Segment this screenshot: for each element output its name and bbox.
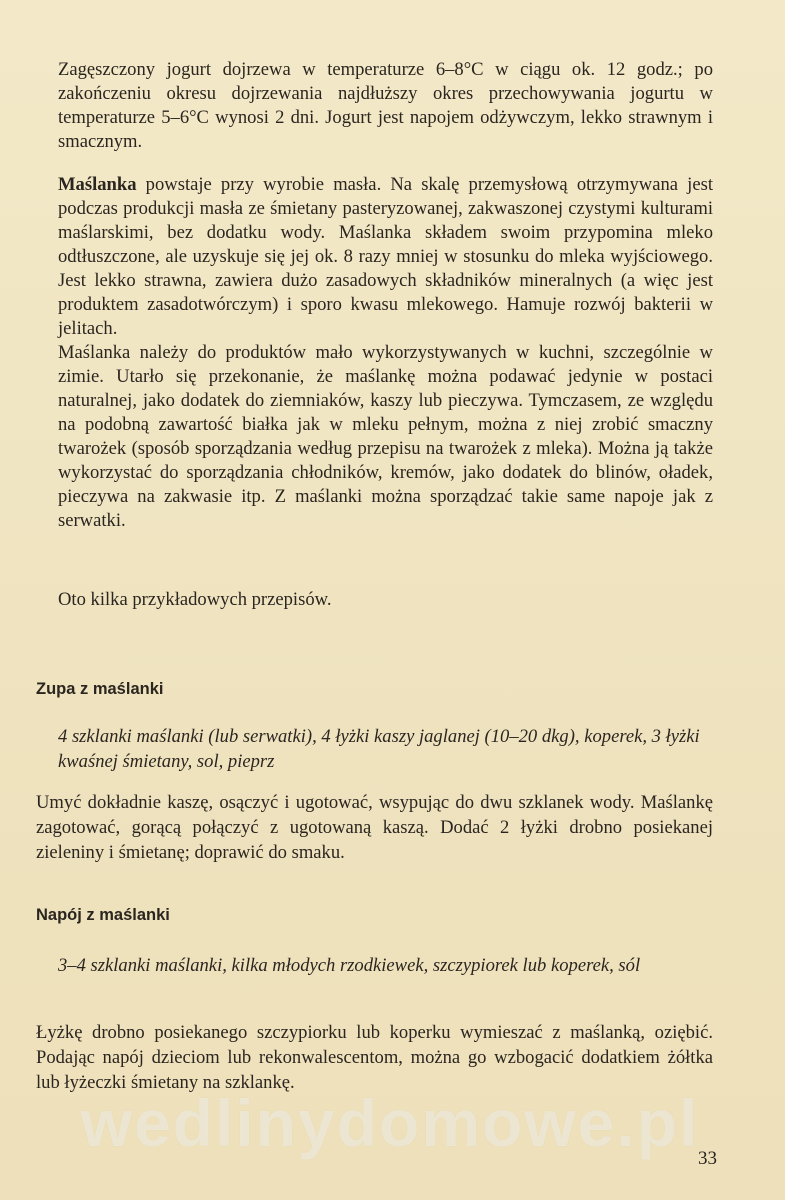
intro-text: Zagęszczony jogurt dojrzewa w temperaturze 6–8°C w ciągu ok. 12 godz.; po zakończeniu okresu dojrzewania najdłuższy okres przechowywania jogurtu w temperaturze 5–6°C wynosi 2 dni. Jogurt jest napojem odżywczym, lekko strawnym i smacznym. <box>58 59 713 152</box>
maslanka-term: Maślanka <box>58 174 137 195</box>
maslanka-paragraph-2: Maślanka należy do produktów mało wykorzystywanych w kuchni, szczególnie w zimie. Utarło się przekonanie, że maślankę można podawać jedynie w postaci naturalnej, jako dodatek do ziemniaków, kaszy lub pieczywa. Tymczasem, ze względu na podobną zawartość białka jak w mleku pełnym, można z niej zrobić smaczny twarożek (sposób sporządzania według przepisu na twarożek z mleka). Można ją także wykorzystać do sporządzania chłodników, kremów, jako dodatek do blinów, oładek, pieczywa na zakwasie itp. Z maślanki można sporządzać takie same napoje jak z serwatki. <box>58 342 713 531</box>
recipe-title-napoj: Napój z maślanki <box>36 906 170 924</box>
example-text: Oto kilka przykładowych przepisów. <box>58 589 332 610</box>
watermark: wedlinydomowe.pl <box>80 1086 700 1160</box>
maslanka-paragraph-1 <box>58 173 713 341</box>
recipe-method-napoj: Łyżkę drobno posiekanego szczypiorku lub koperku wymieszać z maślanką, oziębić. Podając napój dzieciom lub rekonwalescentom, można go wzbogacić dodatkiem żółtka lub łyżeczki śmietany na szklankę. <box>36 1022 713 1093</box>
page-number: 33 <box>698 1148 717 1169</box>
recipe-ingredients-zupa: 4 szklanki maślanki (lub serwatki), 4 łyżki kaszy jaglanej (10–20 dkg), koperek, 3 łyżki kwaśnej śmietany, sol, pieprz <box>58 726 700 772</box>
maslanka-paragraph-1-text: powstaje przy wyrobie masła. Na skalę przemysłową otrzymywana jest podczas produkcji masła ze śmietany pasteryzowanej, zakwaszonej czystymi kulturami maślarskimi, bez dodatku wody. Maślanka składem swoim przypomina mleko odtłuszczone, ale uzyskuje się jej ok. 8 razy mniej w stosunku do mleka wyjściowego. Jest lekko strawna, zawiera dużo zasadowych składników mineralnych (a więc jest produktem zasadotwórczym) i sporo kwasu mlekowego. Hamuje rozwój bakterii w jelitach. <box>58 174 713 339</box>
recipe-title-zupa: Zupa z maślanki <box>36 680 164 698</box>
recipe-ingredients-napoj: 3–4 szklanki maślanki, kilka młodych rzodkiewek, szczypiorek lub koperek, sól <box>58 955 641 976</box>
intro-paragraph <box>58 58 713 154</box>
example-paragraph <box>58 588 713 612</box>
recipe-method-zupa: Umyć dokładnie kaszę, osączyć i ugotować, wsypując do dwu szklanek wody. Maślankę zagotować, gorącą połączyć z ugotowaną kaszą. Dodać 2 łyżki drobno posiekanej zieleniny i śmietanę; doprawić do smaku. <box>36 792 713 863</box>
maslanka-section <box>58 173 713 533</box>
